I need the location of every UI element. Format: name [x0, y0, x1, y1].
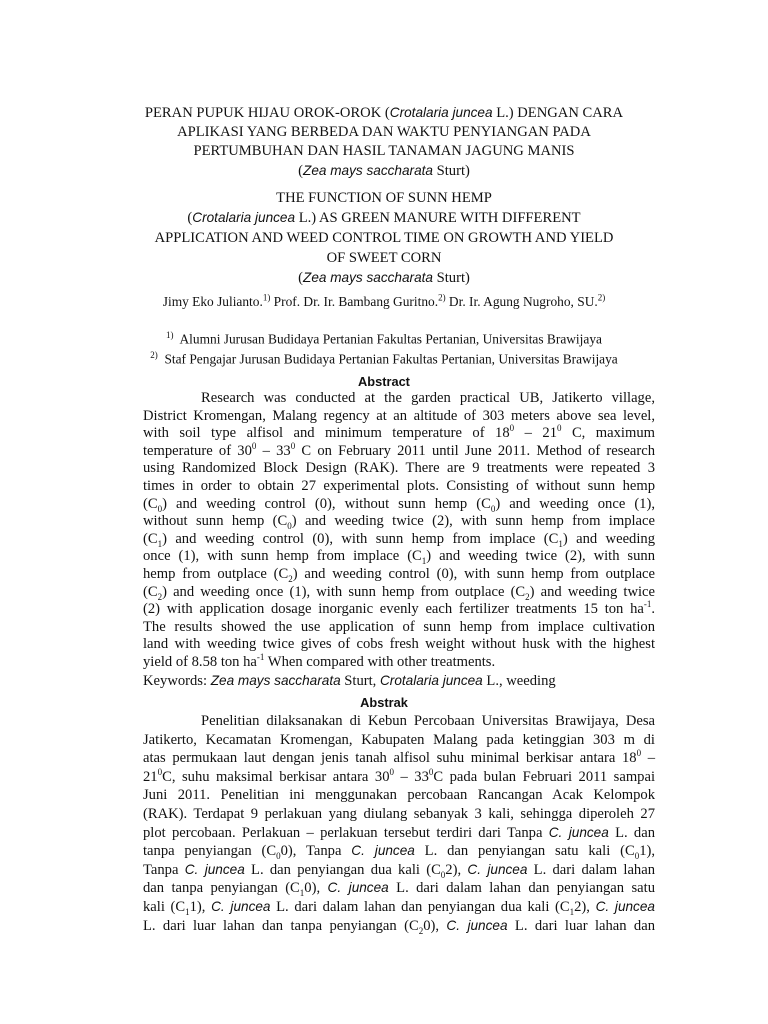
author: Dr. Ir. Agung Nugroho, SU.$^{2)}$: [445, 292, 606, 309]
abstract-indonesian: [143, 712, 655, 935]
abstract-line: without sunn hemp $(C_0)$ and weeding twice (2), with sunn hemp from implace: [143, 513, 655, 532]
species-name: Zea mays saccharata: [303, 163, 433, 178]
affiliation: $^{2)}$ Staf Pengajar Jurusan Budidaya Pertanian Fakultas Pertanian, Universitas Brawijaya: [150, 350, 618, 367]
abstrak-line: atas permukaan laut dengan jenis tanah alfisol suhu minimal berkisar antara $18^0$ –: [143, 748, 655, 767]
abstract-line: (2) with application dosage inorganic evenly each fertilizer treatments 15 ton $ha^{-1}$.: [143, 599, 655, 618]
affiliation: $^{1)}$ Alumni Jurusan Budidaya Pertanian Fakultas Pertanian, Universitas Brawijaya: [166, 330, 602, 347]
abstrak-line: plot percobaan. Perlakuan – perlakuan tersebut terdiri dari Tanpa C. juncea L. dan: [143, 824, 655, 841]
title-id-line: PERTUMBUHAN DAN HASIL TANAMAN JAGUNG MANIS: [193, 143, 575, 159]
abstract-line: temperature of $30^0 - 33^0$ C on February 2011 until June 2011. Method of research: [143, 440, 655, 459]
author-list: [60, 294, 708, 310]
abstrak-line: Penelitian dilaksanakan di Kebun Percobaan Universitas Brawijaya, Desa: [201, 713, 655, 729]
abstract-line: once (1), with sunn hemp from implace $(C_1)$ and weeding twice (2), with sunn: [143, 548, 656, 567]
abstract-line: times in order to obtain 27 experimental plots. Consisting of without sunn hemp: [143, 477, 655, 494]
title-en-line: APPLICATION AND WEED CONTROL TIME ON GROWTH AND YIELD: [154, 230, 614, 246]
abstrak-line: kali $(C_11)$, C. juncea L. dari dalam lahan dan penyiangan dua kali $(C_12)$, C. juncea: [143, 898, 655, 917]
abstrak-line: dan tanpa penyiangan $(C_10)$, C. juncea L. dari dalam lahan dan penyiangan satu: [143, 880, 656, 899]
abstrak-line: tanpa penyiangan $(C_00)$, Tanpa C. juncea L. dan penyiangan satu kali $(C_01)$,: [143, 843, 655, 862]
abstrak-line: Tanpa C. juncea L. dan penyiangan dua kali $(C_02)$, C. juncea L. dari dalam lahan: [143, 861, 655, 880]
abstract-line: land with weeding twice gives of cobs fresh weight without husk with the highest: [143, 636, 655, 653]
species-name: Crotalaria juncea: [389, 105, 493, 120]
abstract-line: $(C_1)$ and weeding control (0), with sunn hemp from implace $(C_1)$ and weeding: [143, 530, 655, 549]
title-indonesian: [100, 103, 668, 181]
title-english: [100, 188, 668, 288]
species-name: Crotalaria juncea: [192, 210, 296, 225]
title-id-line: APLIKASI YANG BERBEDA DAN WAKTU PENYIANGAN PADA: [177, 124, 591, 140]
title-en-line: THE FUNCTION OF SUNN HEMP: [276, 190, 492, 206]
abstract-line: District Kromengan, Malang regency at an altitude of 303 meters above sea level,: [143, 407, 655, 424]
abstrak-heading: Abstrak: [360, 695, 408, 710]
species-name: Zea mays saccharata: [303, 270, 433, 285]
abstract-english: [143, 390, 655, 690]
title-id-line: PERAN PUPUK HIJAU OROK-OROK (Crotalaria juncea L.) DENGAN CARA: [144, 105, 624, 121]
abstract-line: $(C_2)$ and weeding once (1), with sunn hemp from outplace $(C_2)$ and weeding twice: [143, 583, 655, 602]
author: Jimy Eko Julianto.$^{1)}$: [162, 292, 271, 309]
affiliations: [60, 327, 708, 368]
abstract-line: with soil type alfisol and minimum temperature of $18^0 - 21^0$ C, maximum: [143, 423, 655, 442]
abstrak-line: Juni 2011. Penelitian ini menggunakan percobaan Rancangan Acak Kelompok: [143, 787, 655, 804]
abstract-line: using Randomized Block Design (RAK). There are 9 treatments were repeated 3: [143, 460, 655, 477]
abstract-line: yield of 8.58 ton $ha^{-1}$ When compared with other treatments.: [143, 652, 496, 670]
abstract-line: $(C_0)$ and weeding control (0), without sunn hemp $(C_0)$ and weeding once (1),: [143, 495, 655, 514]
abstrak-line: Jatikerto, Kecamatan Kromengan, Kabupaten Malang pada ketinggian 303 m di: [143, 731, 655, 748]
title-id-line: (Zea mays saccharata Sturt): [298, 163, 470, 179]
abstract-line: hemp from outplace $(C_2)$ and weeding control (0), with sunn hemp from outplace: [143, 565, 656, 584]
abstract-heading: Abstract: [358, 374, 410, 389]
title-en-line: OF SWEET CORN: [326, 250, 442, 266]
author: Prof. Dr. Ir. Bambang Guritno.$^{2)}$: [270, 292, 446, 309]
keywords: Keywords: Zea mays saccharata Sturt, Crotalaria juncea L., weeding: [143, 672, 556, 689]
abstrak-line: $21^0C$, suhu maksimal berkisar antara $30^0 - 33^0C$ pada bulan Februari 2011 sampai: [143, 766, 656, 785]
abstrak-line: L. dari luar lahan dan tanpa penyiangan $(C_20)$, C. juncea L. dari luar lahan dan: [143, 917, 655, 936]
title-en-line: (Zea mays saccharata Sturt): [298, 270, 470, 286]
abstrak-line: (RAK). Terdapat 9 perlakuan yang diulang sebanyak 3 kali, sehingga diperoleh 27: [143, 805, 655, 822]
abstract-line: The results showed the use application of sunn hemp from implace cultivation: [143, 618, 655, 635]
title-en-line: (Crotalaria juncea L.) AS GREEN MANURE WITH DIFFERENT: [187, 210, 581, 226]
abstract-line: Research was conducted at the garden practical UB, Jatikerto village,: [201, 390, 655, 406]
